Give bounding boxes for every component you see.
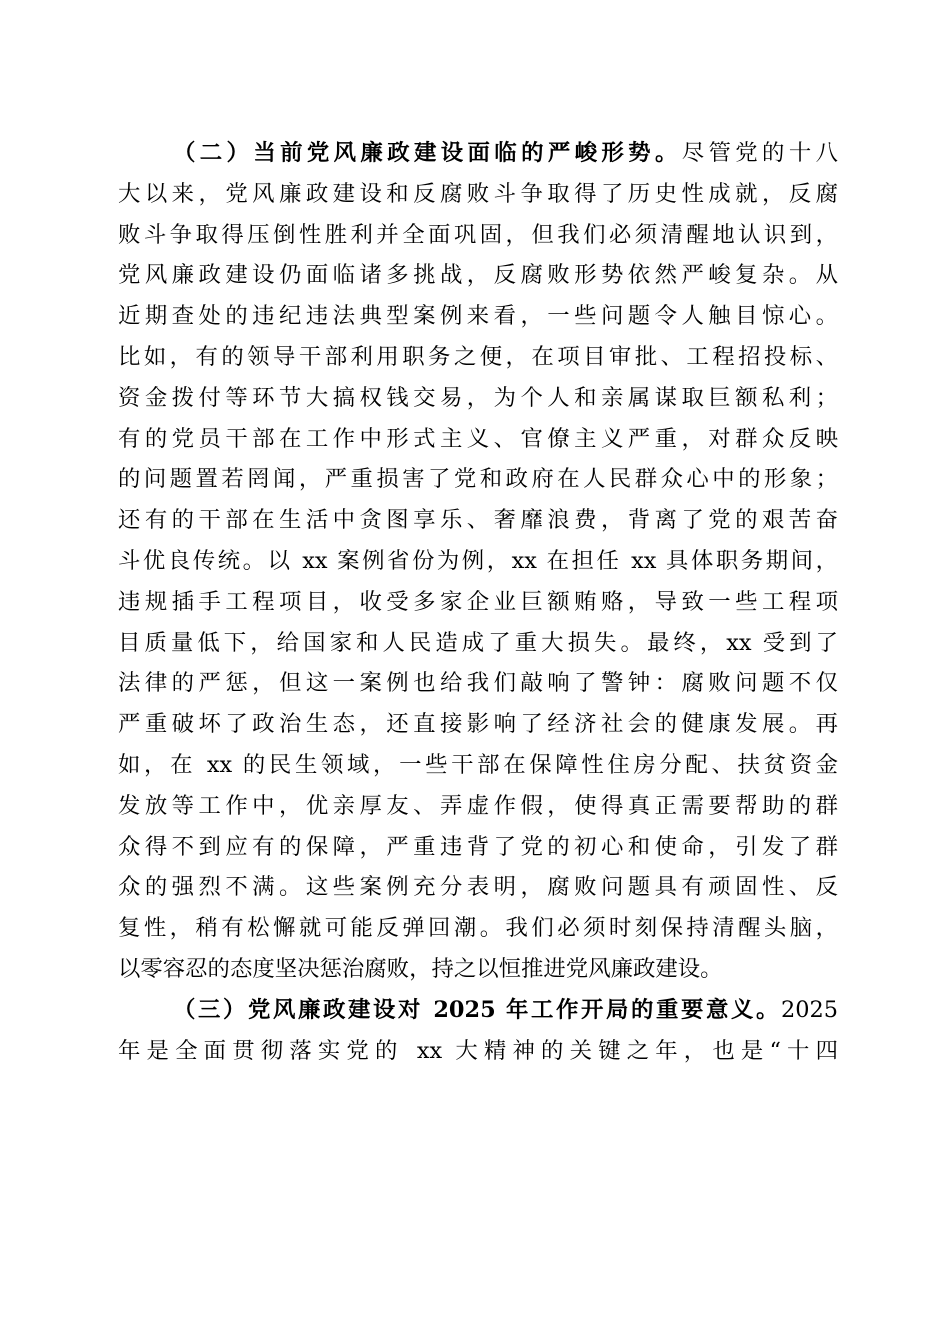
paragraph-line: 目质量低下，给国家和人民造成了重大损失。最终，xx 受到了 <box>118 629 838 656</box>
paragraph-line: 的问题置若罔闻，严重损害了党和政府在人民群众心中的形象； <box>118 466 838 493</box>
paragraph-line: 发放等工作中，优亲厚友、弄虚作假，使得真正需要帮助的群 <box>118 792 838 819</box>
paragraph-line: 法律的严惩，但这一案例也给我们敲响了警钟：腐败问题不仅 <box>118 670 838 697</box>
body-text <box>118 133 838 1071</box>
paragraph-line: 败斗争取得压倒性胜利并全面巩固，但我们必须清醒地认识到， <box>118 221 838 248</box>
paragraph-line: 还有的干部在生活中贪图享乐、奢靡浪费，背离了党的艰苦奋 <box>118 507 838 534</box>
paragraph-line: 斗优良传统。以 xx 案例省份为例，xx 在担任 xx 具体职务期间， <box>118 547 838 574</box>
paragraph-line: 如，在 xx 的民生领域，一些干部在保障性住房分配、扶贫资金 <box>118 751 838 778</box>
paragraph-line: 有的党员干部在工作中形式主义、官僚主义严重，对群众反映 <box>118 425 838 452</box>
section-2-first-line <box>118 133 838 174</box>
section-3-heading: （三）党风廉政建设对 2025 年工作开局的重要意义。 <box>173 996 782 1023</box>
section-2-heading: （二）当前党风廉政建设面临的严峻形势。 <box>173 140 682 166</box>
paragraph-line: 众得不到应有的保障，严重违背了党的初心和使命，引发了群 <box>118 833 838 860</box>
paragraph-line: 以零容忍的态度坚决惩治腐败，持之以恒推进党风廉政建设。 <box>118 955 723 982</box>
paragraph-line: 比如，有的领导干部利用职务之便，在项目审批、工程招投标、 <box>118 343 838 370</box>
section-3-first-line <box>118 990 838 1031</box>
paragraph-line: 违规插手工程项目，收受多家企业巨额贿赂，导致一些工程项 <box>118 588 838 615</box>
paragraph-line: 众的强烈不满。这些案例充分表明，腐败问题具有顽固性、反 <box>118 874 838 901</box>
paragraph-line: 严重破坏了政治生态，还直接影响了经济社会的健康发展。再 <box>118 711 838 738</box>
paragraph-line: 党风廉政建设仍面临诸多挑战，反腐败形势依然严峻复杂。从 <box>118 262 838 289</box>
paragraph-line: 2025 <box>781 996 838 1023</box>
paragraph-line: 近期查处的违纪违法典型案例来看，一些问题令人触目惊心。 <box>118 303 838 330</box>
paragraph-line: 复性，稍有松懈就可能反弹回潮。我们必须时刻保持清醒头脑， <box>118 915 838 942</box>
paragraph-line: 大以来，党风廉政建设和反腐败斗争取得了历史性成就，反腐 <box>118 180 838 207</box>
paragraph-line: 尽管党的十八 <box>681 140 839 166</box>
paragraph-line: 年是全面贯彻落实党的 xx 大精神的关键之年，也是“十四 <box>118 1037 838 1064</box>
paragraph-line: 资金拨付等环节大搞权钱交易，为个人和亲属谋取巨额私利； <box>118 384 838 411</box>
